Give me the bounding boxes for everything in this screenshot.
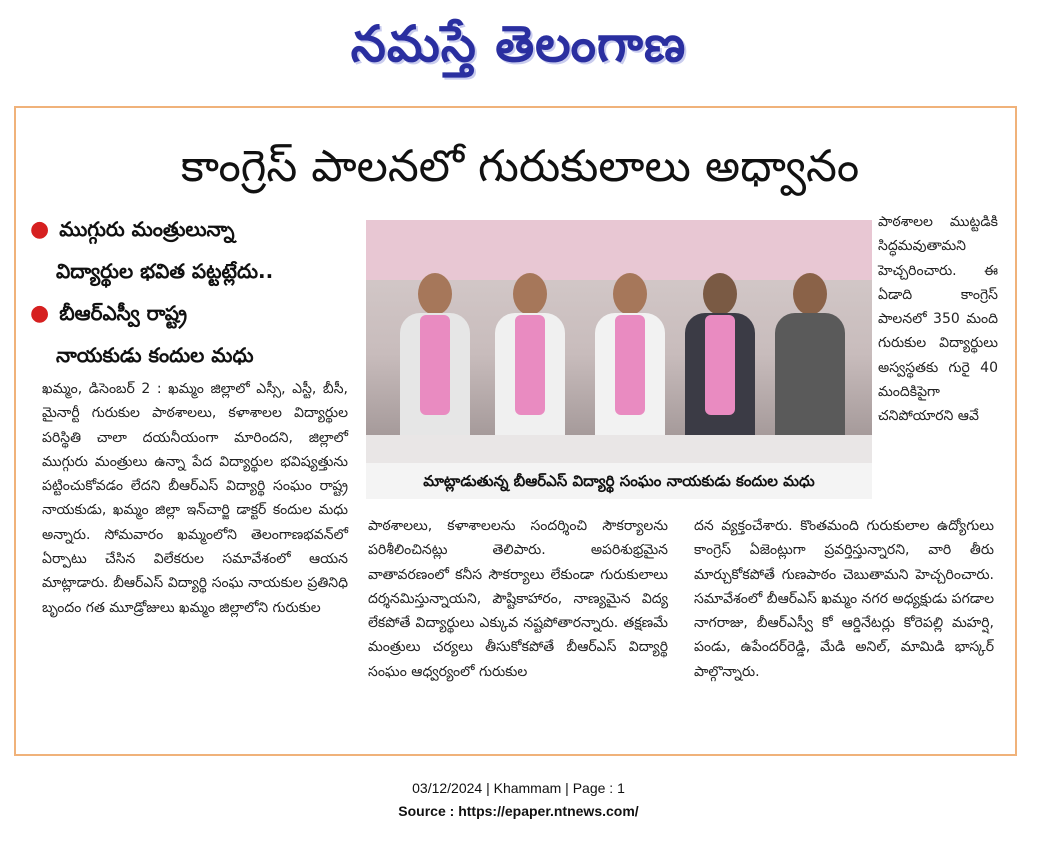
article-column-3 bbox=[694, 514, 994, 684]
footer-date-page: 03/12/2024 | Khammam | Page : 1 bbox=[412, 780, 625, 796]
article-column-2 bbox=[368, 514, 668, 684]
bullet-1-text: ముగ్గురు మంత్రులున్నా bbox=[59, 217, 235, 241]
column-3-text: దన వ్యక్తంచేశారు. కొంతమంది గురుకులాల ఉద్యోగులు కాంగ్రెస్ ఏజెంట్లుగా ప్రవర్తిస్తున్నారని, వారి తీరు మార్చుకోకపోతే గుణపాఠం చెబుతామని హెచ్చరించారు. సమావేశంలో బీఆర్ఎస్ ఖమ్మం నగర అధ్యక్షుడు పగడాల నాగరాజు, బీఆర్ఎస్వీ కో ఆర్డినేటర్లు కోరెపల్లి మహర్షి, పండు, ఉపేందర్‌రెడ్డి, మేడి అనిల్, మామిడి భాస్కర్ పాల్గొన్నారు. bbox=[694, 518, 994, 680]
article-column-1 bbox=[42, 377, 348, 620]
photo-caption: మాట్లాడుతున్న బీఆర్ఎస్ విద్యార్థి సంఘం నాయకుడు కందుల మధు bbox=[366, 463, 872, 499]
bullet-1-line-2: విద్యార్థుల భవిత పట్టట్లేదు.. bbox=[56, 259, 274, 283]
photo-banner bbox=[366, 220, 872, 280]
article-headline: కాంగ్రెస్ పాలనలో గురుకులాలు అధ్వానం bbox=[180, 141, 860, 192]
photo-table bbox=[366, 435, 872, 463]
bullet-dot-icon: ● bbox=[30, 217, 50, 242]
footer-source-link[interactable]: Source : https://epaper.ntnews.com/ bbox=[398, 803, 639, 819]
bullet-dot-icon: ● bbox=[30, 301, 50, 326]
bullet-1-line-1 bbox=[30, 208, 360, 250]
subheadline-bullets bbox=[30, 208, 360, 376]
press-meet-photo bbox=[366, 220, 872, 463]
column-1-text: ఖమ్మం, డిసెంబర్ 2 : ఖమ్మం జిల్లాలో ఎస్సీ, ఎస్టీ, బీసీ, మైనార్టీ గురుకుల పాఠశాలలు, కళాశాలల విద్యార్థుల పరిస్థితి చాలా దయనీయంగా మారిందని, జిల్లాలో ముగ్గురు మంత్రులు ఉన్నా పేద విద్యార్థుల భవిష్యత్తును పట్టించుకోవడం లేదని బీఆర్ఎస్ విద్యార్థి సంఘం రాష్ట్ర నాయకుడు, ఖమ్మం జిల్లా ఇన్‌చార్జి డాక్టర్ కందుల మధు అన్నారు. సోమవారం ఖమ్మంలోని తెలంగాణభవన్‌లో ఏర్పాటు చేసిన విలేకరుల సమావేశంలో ఆయన మాట్లాడారు. బీఆర్ఎస్ విద్యార్థి సంఘ నాయకుల ప్రతినిధి బృందం గత మూడ్రోజులు ఖమ్మం జిల్లాలోని గురుకుల bbox=[42, 381, 348, 616]
column-2-text: పాఠశాలలు, కళాశాలలను సందర్శించి సౌకర్యాలను పరిశీలించినట్లు తెలిపారు. అపరిశుభ్రమైన వాతావరణంలో కనీస సౌకర్యాలు లేకుండా గురుకులాలు దర్శనమిస్తున్నాయని, పౌష్టికాహారం, నాణ్యమైన విద్య లేకపోతే విద్యార్థులు ఎక్కువ నష్టపోతారన్నారు. తక్షణమే మంత్రులు చర్యలు తీసుకోకపోతే బీఆర్ఎస్ విద్యార్థి సంఘం ఆధ్వర్యంలో గురుకుల bbox=[368, 518, 668, 680]
bullet-2-text: బీఆర్ఎస్వీ రాష్ట్ర bbox=[59, 301, 188, 325]
masthead-logo: నమస్తే తెలంగాణ bbox=[350, 14, 687, 73]
article-column-side bbox=[878, 210, 998, 429]
bullet-2-line-1 bbox=[30, 292, 360, 334]
bullet-2-line-2: నాయకుడు కందుల మధు bbox=[56, 343, 254, 367]
column-side-text: పాఠశాలల ముట్టడికి సిద్ధమవుతామని హెచ్చరించారు. ఈ ఏడాది కాంగ్రెస్ పాలనలో 350 మంది గురుకుల విద్యార్థులు అస్వస్థతకు గురై 40 మందికిపైగా చనిపోయారని ఆవే bbox=[878, 214, 998, 425]
